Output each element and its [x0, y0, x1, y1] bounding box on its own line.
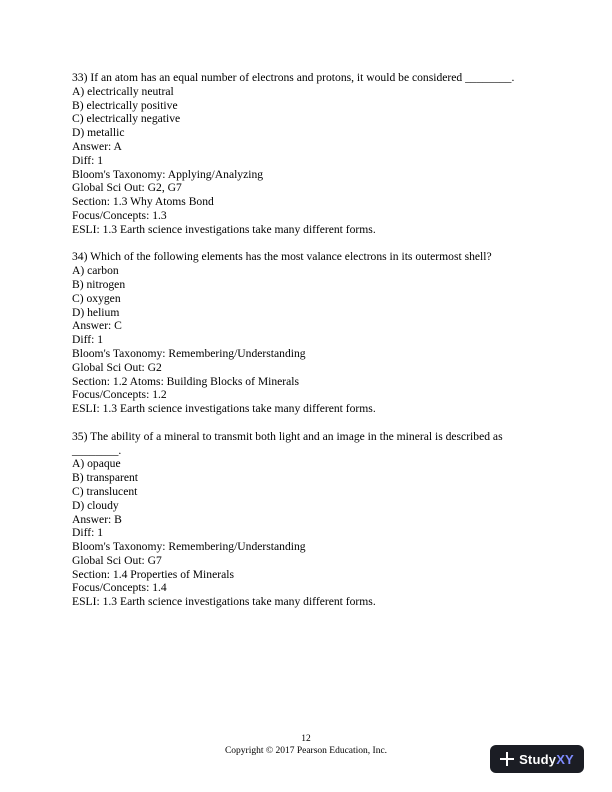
difficulty: Diff: 1: [72, 153, 104, 167]
option-c: C) translucent: [72, 484, 138, 498]
question-35: [72, 430, 542, 609]
global-sci-out: Global Sci Out: G7: [72, 553, 162, 567]
difficulty: Diff: 1: [72, 526, 104, 540]
option-c: C) oxygen: [72, 291, 121, 305]
blooms-taxonomy: Bloom's Taxonomy: Remembering/Understanding: [72, 346, 306, 360]
difficulty: Diff: 1: [72, 333, 104, 347]
option-b: B) transparent: [72, 471, 138, 485]
copyright-notice: Copyright © 2017 Pearson Education, Inc.: [224, 746, 388, 756]
badge-brand-study: Study: [519, 751, 557, 767]
global-sci-out: Global Sci Out: G2, G7: [72, 181, 182, 195]
option-d: D) metallic: [72, 126, 125, 140]
plus-icon: [500, 752, 514, 766]
focus-concepts: Focus/Concepts: 1.3: [72, 208, 167, 222]
section: Section: 1.3 Why Atoms Bond: [72, 195, 214, 209]
question-34: [72, 250, 542, 416]
focus-concepts: Focus/Concepts: 1.4: [72, 581, 167, 595]
question-stem: 34) Which of the following elements has the most valance electrons in its outermost shell?: [72, 250, 492, 264]
option-a: A) electrically neutral: [72, 84, 174, 98]
global-sci-out: Global Sci Out: G2: [72, 360, 162, 374]
section: Section: 1.2 Atoms: Building Blocks of Minerals: [72, 374, 300, 388]
option-d: D) helium: [72, 305, 120, 319]
esli: ESLI: 1.3 Earth science investigations take many different forms.: [72, 222, 376, 236]
focus-concepts: Focus/Concepts: 1.2: [72, 388, 167, 402]
page-number: 12: [301, 734, 311, 744]
document-body: [72, 71, 542, 623]
blooms-taxonomy: Bloom's Taxonomy: Remembering/Understanding: [72, 540, 306, 554]
question-stem: 33) If an atom has an equal number of electrons and protons, it would be considered ________.: [72, 71, 515, 84]
badge-brand-xy: XY: [556, 751, 574, 767]
option-a: A) opaque: [72, 457, 121, 471]
option-d: D) cloudy: [72, 498, 119, 512]
answer: Answer: A: [72, 139, 122, 153]
question-33: [72, 71, 542, 237]
question-stem: 35) The ability of a mineral to transmit both light and an image in the mineral is described as ________.: [72, 429, 503, 457]
answer: Answer: B: [72, 512, 122, 526]
esli: ESLI: 1.3 Earth science investigations take many different forms.: [72, 595, 376, 609]
option-b: B) electrically positive: [72, 98, 178, 112]
option-a: A) carbon: [72, 264, 119, 278]
blooms-taxonomy: Bloom's Taxonomy: Applying/Analyzing: [72, 167, 264, 181]
option-b: B) nitrogen: [72, 277, 126, 291]
section: Section: 1.4 Properties of Minerals: [72, 567, 234, 581]
studyxy-badge[interactable]: [490, 745, 584, 773]
esli: ESLI: 1.3 Earth science investigations take many different forms.: [72, 402, 376, 416]
answer: Answer: C: [72, 319, 122, 333]
option-c: C) electrically negative: [72, 112, 181, 126]
